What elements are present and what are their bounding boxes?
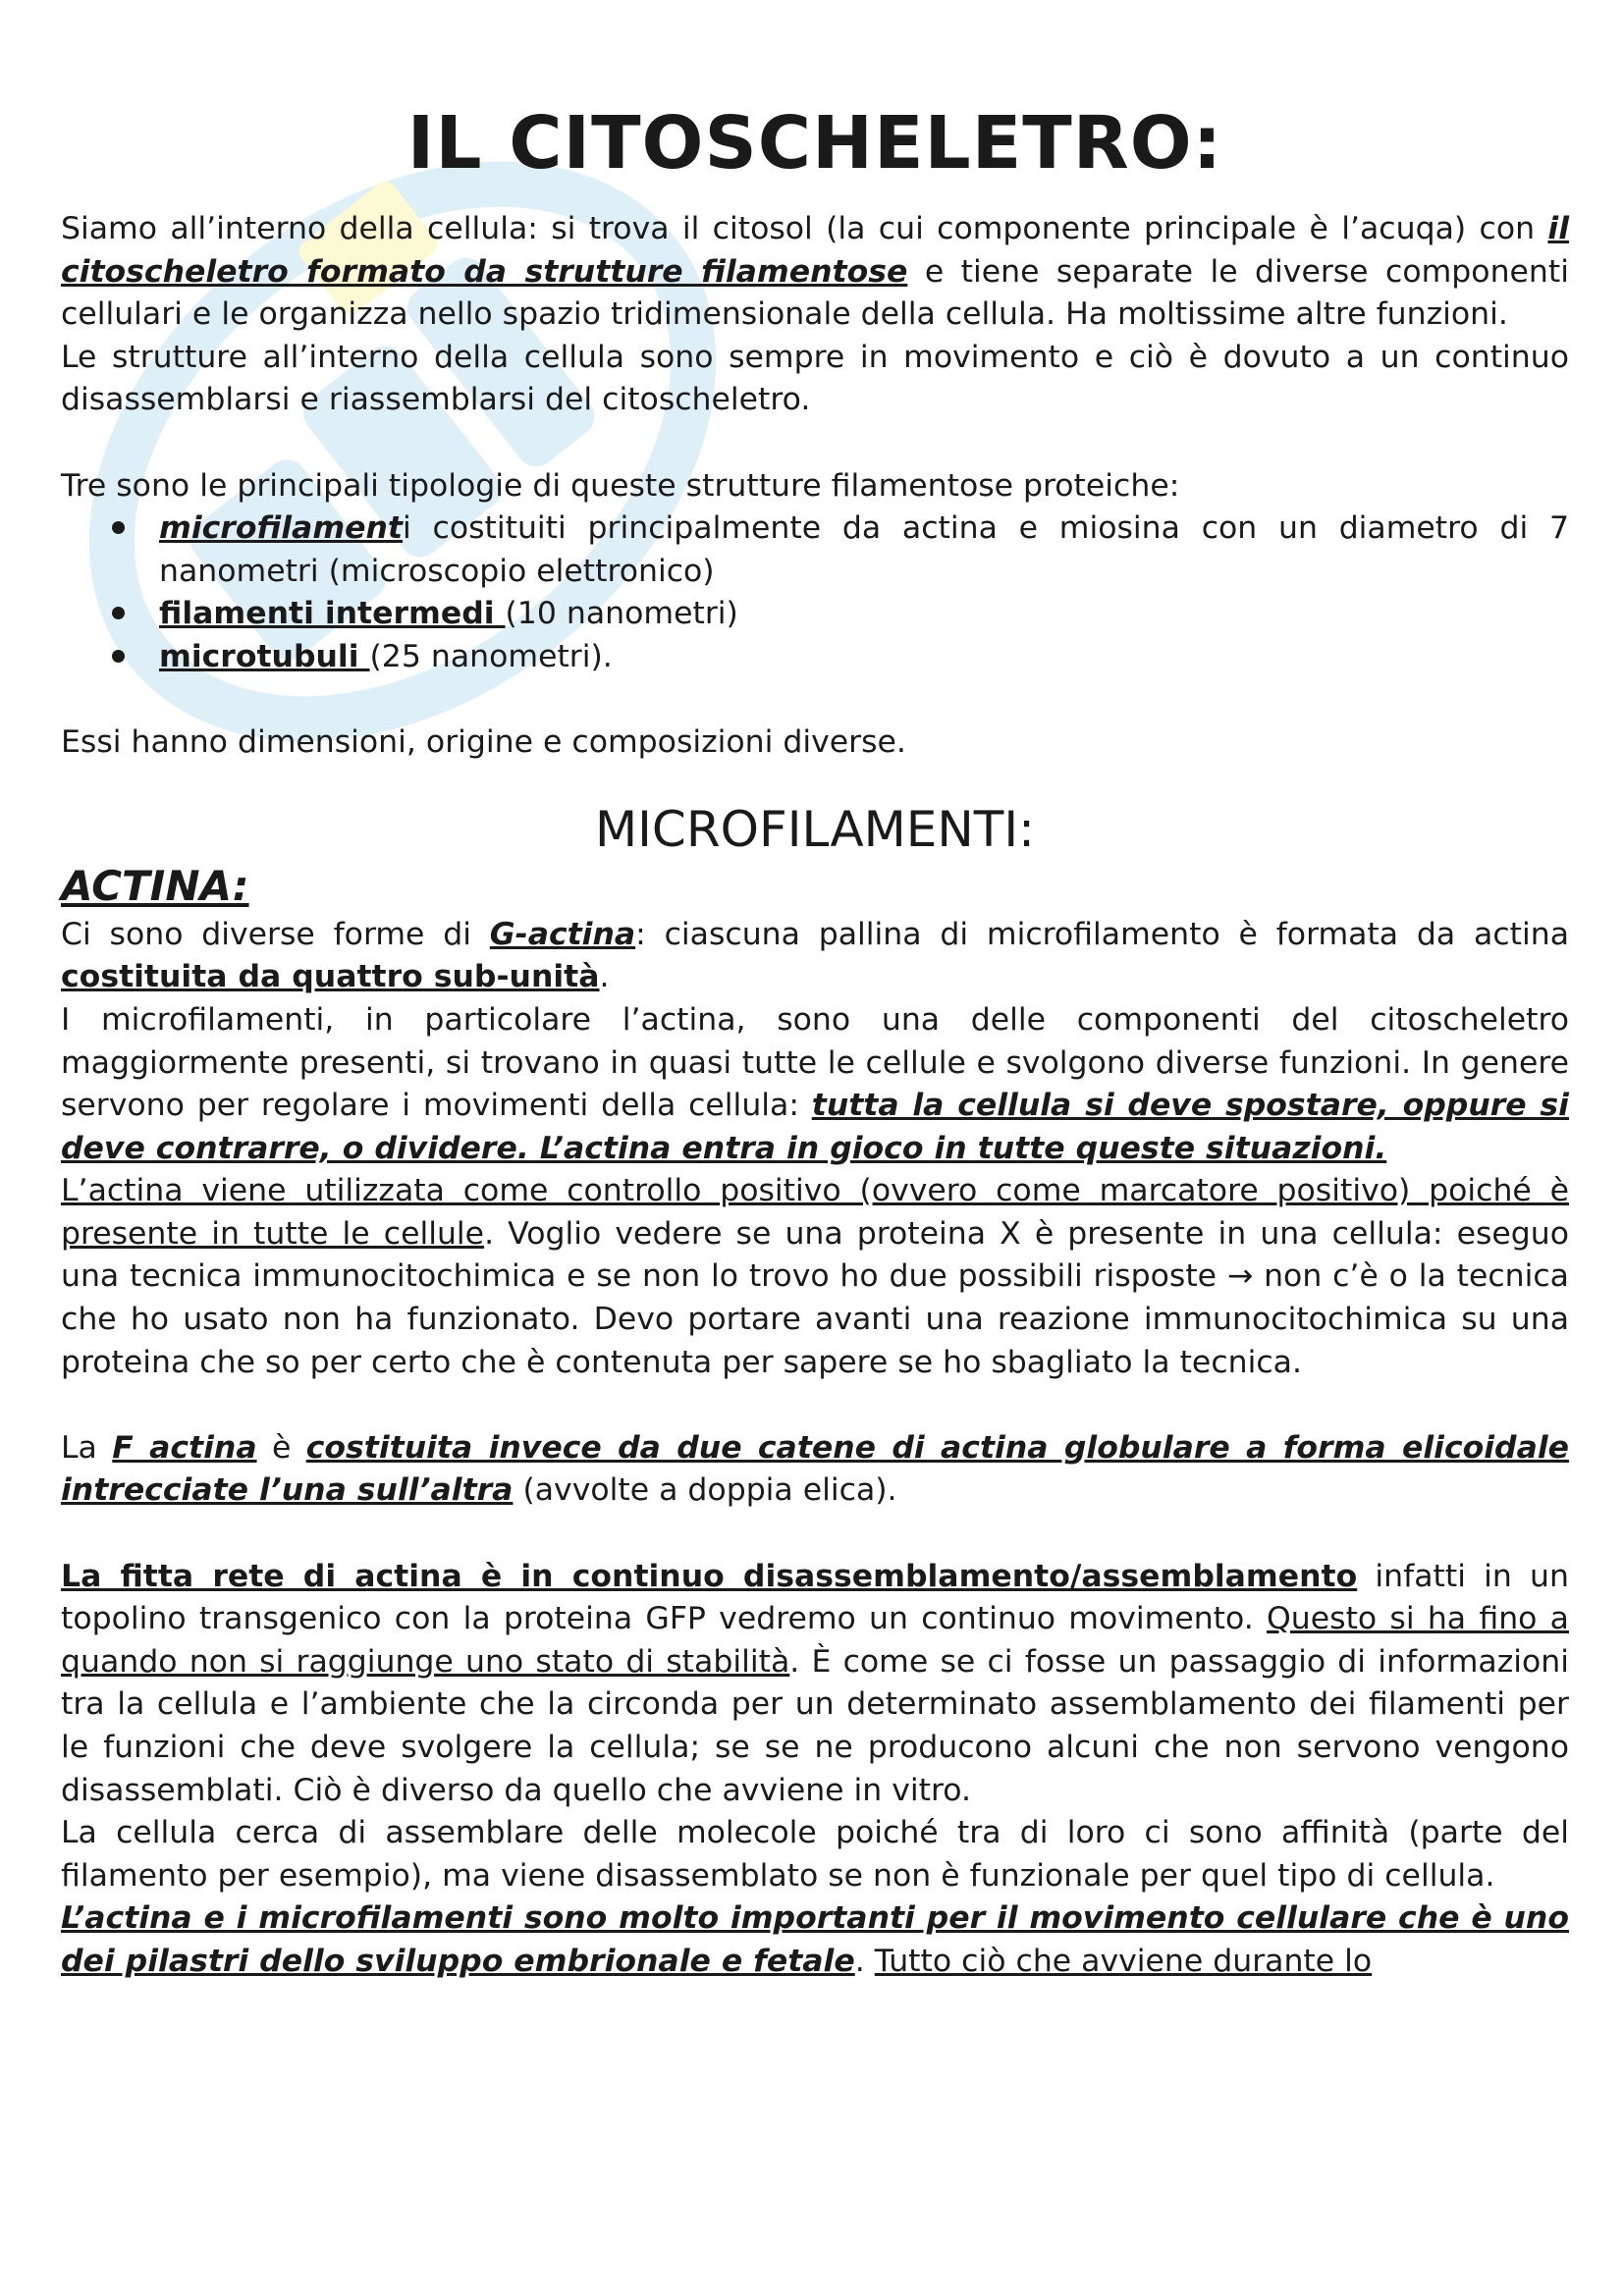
list-item: microtubuli (25 nanometri). xyxy=(61,636,1569,679)
intro-movement-paragraph: Le strutture all’interno della cellula sono sempre in movimento e ciò è dovuto a un continuo disassemblarsi e riassemblarsi del citoscheletro. xyxy=(61,339,1569,418)
arrow-right-icon: → xyxy=(1226,1258,1254,1295)
bullet-icon xyxy=(112,521,125,534)
document-page xyxy=(61,96,1569,1984)
subsection-heading: ACTINA: xyxy=(61,861,249,910)
bullet-icon xyxy=(112,607,125,619)
affinita-paragraph: La cellula cerca di assemblare delle molecole poiché tra di loro ci sono affinità (parte del filamento per esempio), ma viene disassemblato se non è funzionale per quel tipo di cellula. xyxy=(61,1815,1569,1894)
bullet-icon xyxy=(112,650,125,663)
microfilamenti-paragraph: I microfilamenti, in particolare l’actina, sono una delle componenti del citoscheletro maggiormente presenti, si trovano in quasi tutte le cellule e svolgono diverse funzioni. In genere servono per regolare i movimenti della cellula: tutta la cellula si deve spostare, oppure si deve contrarre, o dividere. L’actina entra in gioco in tutte queste situazioni. xyxy=(61,1001,1569,1166)
dimensions-paragraph: Essi hanno dimensioni, origine e composizioni diverse. xyxy=(61,724,906,761)
controllo-positivo-paragraph: L’actina viene utilizzata come controllo positivo (ovvero come marcatore positivo) poiché è presente in tutte le cellule. Voglio vedere se una proteina X è presente in una cellula: eseguo una tecnica immunocitochimica e se non lo trovo ho due possibili risposte → non c’è o la tecnica che ho usato non ha funzionato. Devo portare avanti una reazione immunocitochimica su una proteina che so per certo che è contenuta per sapere se ho sbagliato la tecnica. xyxy=(61,1173,1569,1380)
list-item: microfilamenti costituiti principalmente da actina e miosina con un diametro di 7 nanometri (microscopio elettronico) xyxy=(61,507,1569,593)
typologies-list xyxy=(61,507,1569,678)
f-actina-paragraph: La F actina è costituita invece da due catene di actina globulare a forma elicoidale intrecciate l’una sull’altra (avvolte a doppia elica). xyxy=(61,1429,1570,1509)
typologies-intro: Tre sono le principali tipologie di queste strutture filamentose proteiche: xyxy=(61,467,1180,504)
rete-actina-paragraph: La fitta rete di actina è in continuo disassemblamento/assemblamento infatti in un topolino transgenico con la proteina GFP vedremo un continuo movimento. Questo si ha fino a quando non si raggiunge uno stato di stabilità. È come se ci fosse un passaggio di informazioni tra la cellula e l’ambiente che la circonda per un determinato assemblamento dei filamenti per le funzioni che deve svolgere la cellula; se se ne producono alcuni che non servono vengono disassemblati. Ciò è diverso da quello che avviene in vitro. xyxy=(61,1558,1569,1808)
citoscheletro-definition: il citoscheletro formato da strutture filamentose xyxy=(61,211,1569,290)
movimento-paragraph: L’actina e i microfilamenti sono molto importanti per il movimento cellulare che è uno dei pilastri dello sviluppo embrionale e fetale. Tutto ciò che avviene durante lo xyxy=(61,1900,1569,1979)
section-heading: MICROFILAMENTI: xyxy=(595,800,1035,858)
g-actina-paragraph: Ci sono diverse forme di G-actina: ciascuna pallina di microfilamento è formata da actina costituita da quattro sub-unità. xyxy=(61,916,1570,995)
intro-paragraph: Siamo all’interno della cellula: si trova il citosol (la cui componente principale è l’acuqa) con il citoscheletro formato da strutture filamentose e tiene separate le diverse componenti cellulari e le organizza nello spazio tridimensionale della cellula. Ha moltissime altre funzioni. xyxy=(61,211,1569,333)
page-title: IL CITOSCHELETRO: xyxy=(406,101,1223,186)
list-item: filamenti intermedi (10 nanometri) xyxy=(61,593,1569,636)
